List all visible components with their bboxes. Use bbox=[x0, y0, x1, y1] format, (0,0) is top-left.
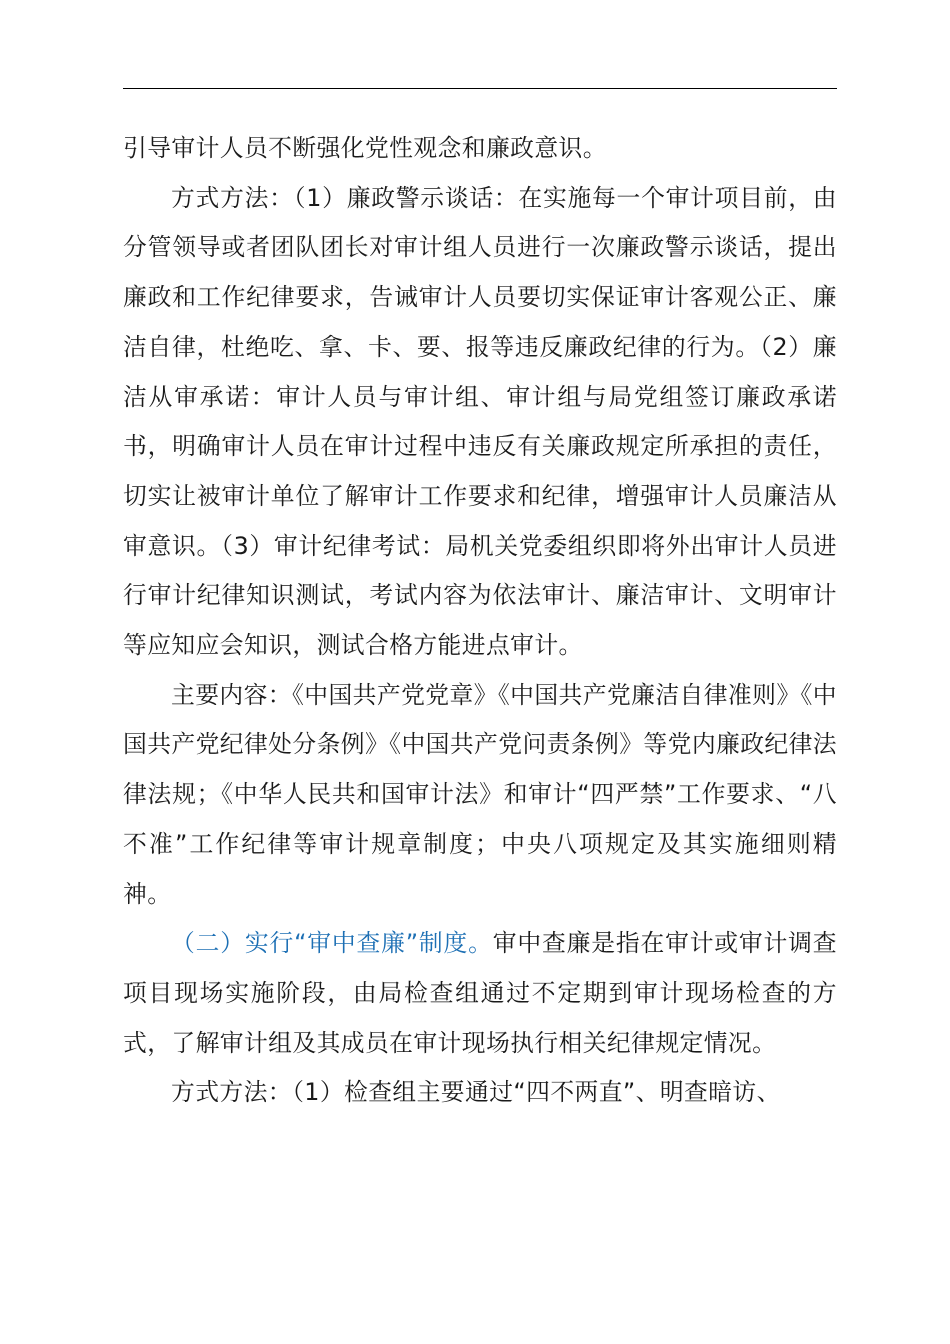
paragraph-text: 审中查廉是指在审计或审计调查项目现场实施阶段，由局检查组通过不定期到审计现场检查的方式，了解审计组及其成员在审计现场执行相关纪律规定情况。 bbox=[123, 929, 837, 1057]
paragraph-methods-2 bbox=[123, 1068, 837, 1118]
paragraph-text: 方式方法：（1）检查组主要通过“四不两直”、明查暗访、 bbox=[171, 1078, 781, 1107]
paragraph-text: 方式方法：（1）廉政警示谈话：在实施每一个审计项目前，由分管领导或者团队团长对审计组人员进行一次廉政警示谈话，提出廉政和工作纪律要求，告诫审计人员要切实保证审计客观公正、廉洁自律，杜绝吃、拿、卡、要、报等违反廉政纪律的行为。（2）廉洁从审承诺：审计人员与审计组、审计组与局党组签订廉政承诺书，明确审计人员在审计过程中违反有关廉政规定所承担的责任，切实让被审计单位了解审计工作要求和纪律，增强审计人员廉洁从审意识。（3）审计纪律考试：局机关党委组织即将外出审计人员进行审计纪律知识测试，考试内容为依法审计、廉洁审计、文明审计等应知应会知识，测试合格方能进点审计。 bbox=[123, 183, 837, 660]
header-rule bbox=[123, 88, 837, 89]
paragraph-methods-1 bbox=[123, 174, 837, 671]
paragraph-continuation bbox=[123, 124, 837, 174]
paragraph-main-content bbox=[123, 671, 837, 920]
paragraph-section-2 bbox=[123, 919, 837, 1068]
document-body bbox=[123, 124, 837, 1118]
section-heading: （二）实行“审中查廉”制度。 bbox=[171, 929, 493, 958]
paragraph-text: 主要内容：《中国共产党党章》《中国共产党廉洁自律准则》《中国共产党纪律处分条例》《中国共产党问责条例》等党内廉政纪律法律法规；《中华人民共和国审计法》和审计“四严禁”工作要求、“八不准”工作纪律等审计规章制度；中央八项规定及其实施细则精神。 bbox=[123, 680, 838, 908]
paragraph-text: 引导审计人员不断强化党性观念和廉政意识。 bbox=[123, 134, 607, 162]
